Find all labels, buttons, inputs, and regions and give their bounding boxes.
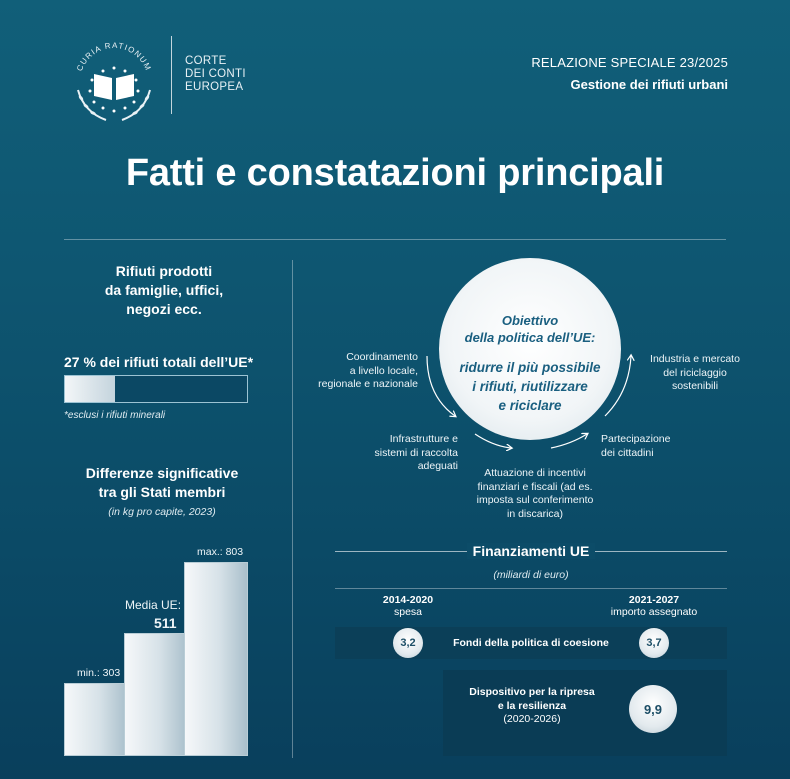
- waste-share-fill: [65, 376, 115, 402]
- pillar-incentives-line-3: imposta sul conferimento: [476, 494, 594, 506]
- pillar-incentives: [460, 467, 610, 521]
- bar-min-label: min.: 303: [77, 666, 121, 679]
- waste-heading-line-2: da famiglie, uffici,: [104, 282, 224, 298]
- period-2014-2020: [358, 594, 458, 618]
- funding-title-wrap: [335, 543, 727, 561]
- rrf-period: (2020-2026): [503, 713, 561, 725]
- pillar-infrastructure-line-1: Infrastrutture e: [389, 433, 458, 445]
- period-2-years: 2021-2027: [628, 594, 680, 606]
- pillar-infrastructure-line-2: sistemi di raccolta: [374, 446, 458, 459]
- period-2-desc: importo assegnato: [610, 606, 698, 618]
- bar-max-label: max.: 803: [197, 546, 244, 558]
- title-divider: [64, 239, 726, 240]
- differences-heading-line-1: Differenze significative: [85, 465, 239, 481]
- rrf-bubble: 9,9: [629, 685, 677, 733]
- page-title: Fatti e constatazioni principali: [125, 152, 665, 194]
- objective-text: [439, 358, 621, 415]
- pillar-coordination-line-2: a livello locale,: [349, 364, 418, 377]
- pillar-participation: [601, 433, 691, 460]
- cohesion-2021-bubble: 3,7: [639, 628, 669, 658]
- period-2021-2027: [596, 594, 712, 618]
- differences-heading-line-2: tra gli Stati membri: [98, 484, 226, 500]
- cohesion-label: Fondi della politica di coesione: [453, 637, 609, 649]
- objective-text-line-2: i rifiuti, riutilizzare: [472, 379, 588, 394]
- waste-heading: [64, 262, 264, 319]
- logo-divider: [171, 36, 172, 114]
- objective-title: [439, 312, 621, 346]
- pillar-participation-line-1: Partecipazione: [601, 433, 671, 445]
- bar-avg: [124, 633, 188, 756]
- pillar-industry-line-1: Industria e mercato: [650, 353, 740, 365]
- cohesion-2014-bubble: 3,2: [393, 628, 423, 658]
- period-1-desc: spesa: [393, 606, 423, 618]
- pillar-infrastructure-line-3: adeguati: [417, 460, 458, 472]
- pillar-infrastructure: [340, 433, 458, 474]
- pillar-participation-line-2: dei cittadini: [601, 446, 654, 459]
- waste-share-label: 27 % dei rifiuti totali dell’UE*: [64, 354, 254, 370]
- bar-max: [184, 562, 248, 756]
- objective-text-line-1: ridurre il più possibile: [459, 360, 601, 375]
- pillar-incentives-line-2: finanziari e fiscali (ad es.: [477, 480, 593, 493]
- pillar-incentives-line-1: Attuazione di incentivi: [484, 467, 586, 479]
- rrf-label-line-1: Dispositivo per la ripresa: [469, 686, 595, 698]
- rrf-label: [443, 686, 621, 727]
- institution-line-2: DEI CONTI: [185, 68, 246, 80]
- pillar-industry-line-3: sostenibili: [671, 380, 719, 392]
- institution-name: [185, 55, 246, 94]
- pillar-coordination-line-1: Coordinamento: [346, 351, 418, 363]
- institution-line-3: EUROPEA: [185, 81, 244, 93]
- objective-title-line-2: della politica dell’UE:: [464, 330, 596, 345]
- column-divider: [292, 260, 293, 758]
- period-1-years: 2014-2020: [382, 594, 434, 606]
- funding-unit: (miliardi di euro): [493, 569, 569, 581]
- logo-motto: CURIA RATIONUM: [75, 40, 153, 73]
- eca-logo: [70, 38, 158, 126]
- pillar-industry: [640, 353, 750, 394]
- funding-rule-secondary: [335, 588, 727, 589]
- waste-heading-line-3: negozi ecc.: [126, 301, 202, 317]
- differences-heading: [52, 464, 272, 502]
- pillar-coordination-line-3: regionale e nazionale: [318, 378, 418, 390]
- rrf-label-line-2: e la resilienza: [497, 699, 567, 712]
- objective-text-line-3: e riciclare: [498, 398, 562, 413]
- funding-title: Finanziamenti UE: [467, 543, 596, 559]
- pillar-coordination: [300, 351, 418, 392]
- waste-share-bar: [64, 375, 248, 403]
- objective-title-line-1: Obiettivo: [501, 313, 559, 328]
- bar-avg-value: 511: [154, 614, 177, 631]
- bar-avg-label: Media UE:: [125, 597, 182, 612]
- waste-footnote: *esclusi i rifiuti minerali: [64, 410, 166, 421]
- pillar-incentives-line-4: in discarica): [506, 507, 564, 520]
- waste-heading-line-1: Rifiuti prodotti: [115, 263, 213, 279]
- report-subject: Gestione dei rifiuti urbani: [570, 77, 728, 92]
- report-number: RELAZIONE SPECIALE 23/2025: [531, 55, 728, 70]
- differences-unit: (in kg pro capite, 2023): [108, 506, 216, 518]
- pillar-industry-line-2: del riciclaggio: [663, 366, 727, 379]
- institution-line-1: CORTE: [185, 55, 227, 67]
- bar-min: [64, 683, 128, 756]
